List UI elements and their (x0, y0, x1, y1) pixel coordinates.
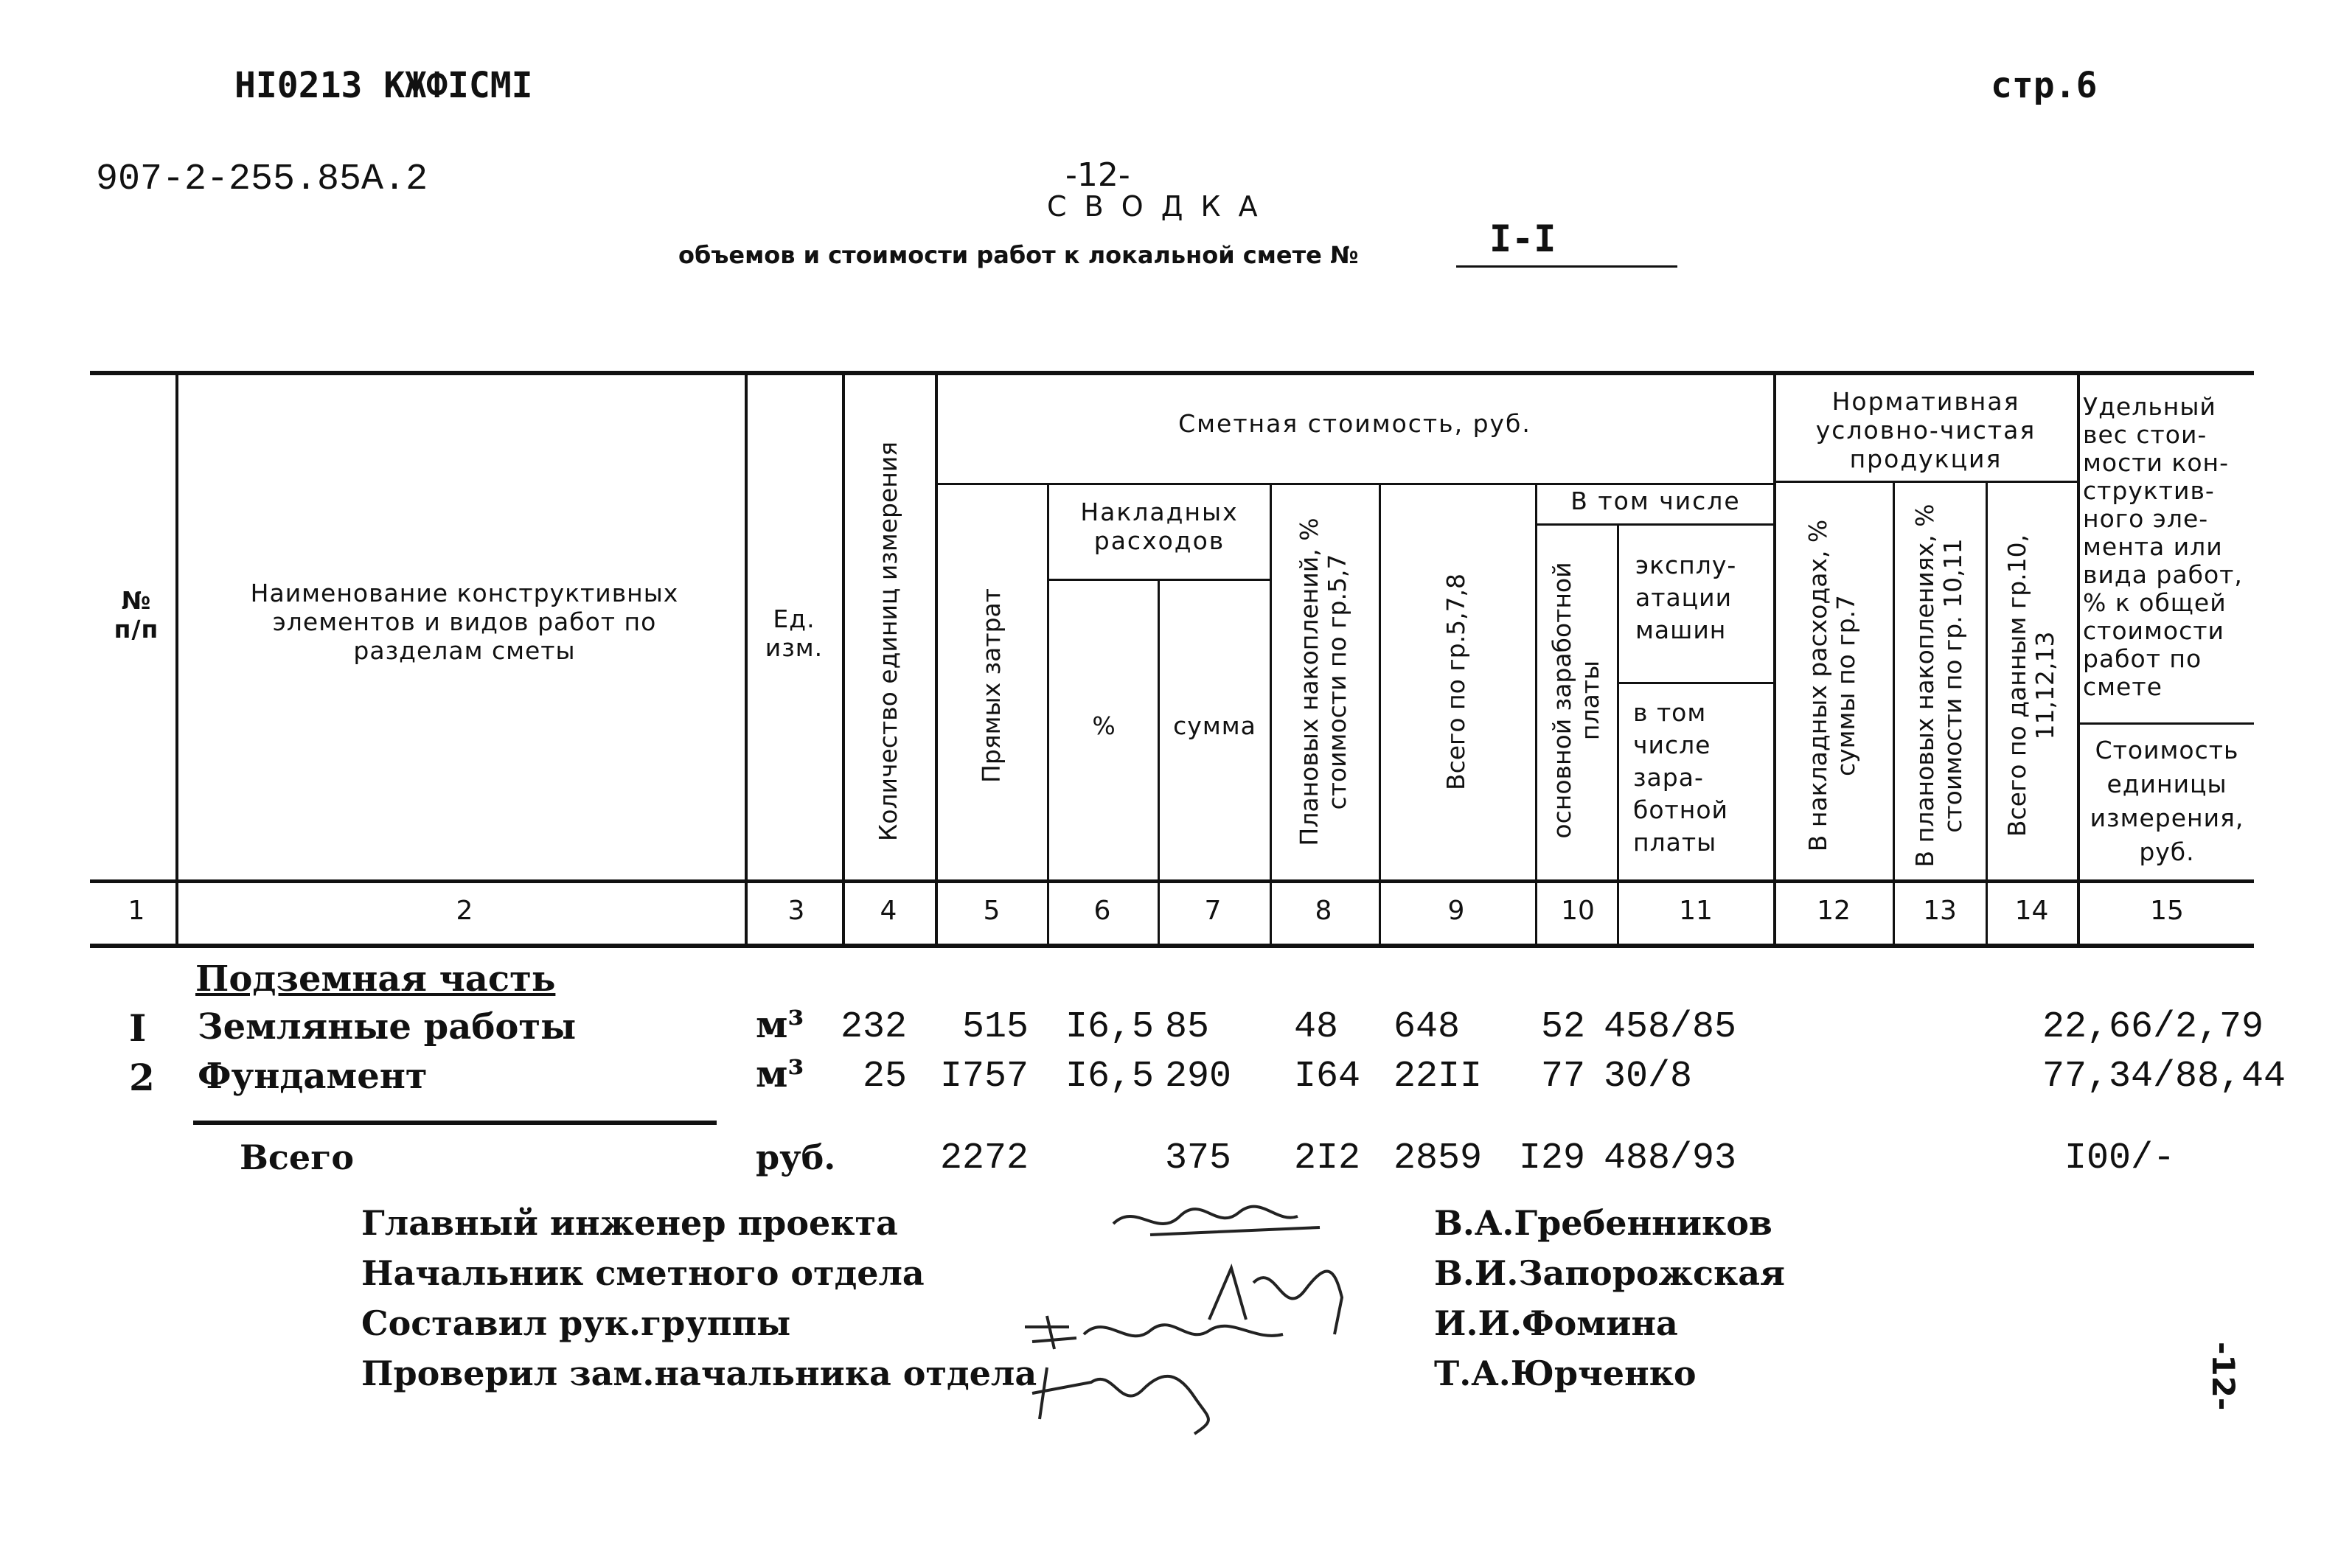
numbers-bottom-line (90, 944, 2254, 948)
table-row-unit: м³ (756, 1052, 804, 1095)
col-norm-overhead-header: В накладных расходах, % суммы по гр.7 (1803, 519, 1860, 852)
vline-6 (1158, 579, 1160, 948)
vline-10 (1617, 523, 1619, 948)
total-separator (193, 1121, 717, 1125)
table-top-border (90, 371, 2254, 375)
table-row-sum: 290 (1165, 1056, 1232, 1098)
table-row-share: 77,34/88,44 (2042, 1056, 2286, 1098)
signature-role: Проверил зам.начальника отдела (361, 1353, 1037, 1393)
total-wages: I29 (1519, 1137, 1586, 1180)
document-code: HI0213 КЖФIСМI (234, 65, 533, 106)
col-number: 4 (880, 896, 897, 926)
total-sum: 375 (1165, 1137, 1232, 1180)
col-norm-total-header: Всего по данным гр.10, 11,12,13 (2003, 534, 2059, 837)
col-number: 3 (787, 896, 805, 926)
col-num-header: № п/п (114, 586, 159, 644)
margin-page-mark: -12- (2205, 1342, 2241, 1411)
col-name-header: Наименование конструктивных элементов и видов работ по разделам сметы (250, 579, 679, 665)
col-norm-savings-header: В плановых накоплениях, % стоимости по гр. 10,11 (1910, 503, 1967, 868)
col-qty-header: Количество единиц измерения (874, 441, 902, 842)
col-machines-header: эксплу-атации машин (1635, 551, 1737, 644)
signature-role: Начальник сметного отдела (361, 1253, 925, 1293)
col-machines-wages-header: в том числе зара-ботной платы (1633, 698, 1728, 857)
col-plan-savings-header: Плановых накоплений, % стоимости по гр.5,7 (1295, 518, 1351, 846)
section-title: Подземная часть (195, 958, 556, 1000)
c15-split-line (2077, 722, 2254, 725)
estimate-number: I-I (1489, 217, 1556, 260)
col-number: 6 (1093, 896, 1111, 926)
table-row-name: Фундамент (198, 1056, 428, 1097)
page-mark: -12- (1065, 156, 1130, 194)
col-number: 9 (1447, 896, 1465, 926)
table-row-qty: 232 (841, 1006, 908, 1048)
vline-13 (1986, 481, 1988, 948)
col-number: 13 (1923, 896, 1957, 926)
table-row-number: I (129, 1006, 147, 1050)
overhead-group-header: Накладных расходов (1080, 498, 1239, 555)
col-number: 8 (1315, 896, 1332, 926)
total-total: 2859 (1394, 1137, 1483, 1180)
table-row-machines: 30/8 (1604, 1056, 1693, 1098)
total-unit: руб. (756, 1137, 836, 1177)
table-row-percent: I6,5 (1065, 1006, 1155, 1048)
vline-7 (1270, 483, 1272, 948)
page-subtitle: объемов и стоимости работ к локальной смете № (678, 241, 1359, 269)
header-bottom-line (90, 879, 2254, 883)
table-row-direct: I757 (940, 1056, 1029, 1098)
table-row-percent: I6,5 (1065, 1056, 1155, 1098)
col-base-wages-header: основной заработной платы (1548, 562, 1604, 839)
col-number: 5 (983, 896, 1001, 926)
table-row-qty: 25 (863, 1056, 908, 1098)
table-row-machines: 458/85 (1604, 1006, 1737, 1048)
col-number: 7 (1204, 896, 1222, 926)
table-row-wages: 77 (1541, 1056, 1586, 1098)
vline-3 (842, 371, 845, 948)
total-label: Всего (240, 1137, 355, 1177)
norm-group-line (1773, 481, 2077, 483)
col-number: 10 (1561, 896, 1595, 926)
col-total-header: Всего по гр.5,7,8 (1441, 573, 1470, 791)
signature-name: И.И.Фомина (1434, 1303, 1678, 1343)
col-unit-cost-header: Стоимость единицы измерения, руб. (2090, 736, 2244, 866)
table-row-unit: м³ (756, 1003, 804, 1046)
signature-name: В.А.Гребенников (1434, 1203, 1772, 1243)
total-savings: 2I2 (1294, 1137, 1361, 1180)
table-row-total: 648 (1394, 1006, 1461, 1048)
vline-2 (745, 371, 748, 948)
col-sum-header: сумма (1173, 711, 1256, 740)
doc-number: 907-2-255.85А.2 (96, 158, 428, 201)
signature-role: Составил рук.группы (361, 1303, 791, 1343)
table-row-name: Земляные работы (198, 1006, 577, 1048)
vline-11 (1773, 371, 1776, 948)
signature-role: Главный инженер проекта (361, 1203, 898, 1243)
page-number: стр.6 (1991, 65, 2098, 106)
table-row-savings: I64 (1294, 1056, 1361, 1098)
col-number: 12 (1817, 896, 1851, 926)
incl-group-line (1535, 523, 1773, 526)
norm-group-header: Нормативная условно-чистая продукция (1815, 387, 2036, 473)
table-row-sum: 85 (1165, 1006, 1210, 1048)
handwritten-signature-1 (1106, 1194, 1327, 1253)
col-number: 1 (128, 896, 145, 926)
handwritten-signature-4 (1025, 1353, 1246, 1441)
vline-9 (1535, 483, 1537, 948)
col-number: 11 (1679, 896, 1713, 926)
signature-name: В.И.Запорожская (1434, 1253, 1786, 1293)
vline-1 (175, 371, 178, 948)
total-share: I00/- (2064, 1137, 2176, 1180)
vline-5 (1047, 483, 1049, 948)
signature-name: Т.А.Юрченко (1434, 1353, 1697, 1393)
table-row-savings: 48 (1294, 1006, 1339, 1048)
table-row-number: 2 (129, 1056, 155, 1099)
total-machines: 488/93 (1604, 1137, 1737, 1180)
table-row-wages: 52 (1541, 1006, 1586, 1048)
incl-group-header: В том числе (1570, 487, 1741, 515)
col-percent-header: % (1092, 711, 1116, 740)
cost-group-line (935, 483, 1773, 485)
col-number: 15 (2150, 896, 2184, 926)
total-direct: 2272 (940, 1137, 1029, 1180)
vline-8 (1379, 483, 1381, 948)
page-title: С В О Д К А (1047, 190, 1262, 223)
vline-12 (1893, 481, 1895, 948)
table-row-share: 22,66/2,79 (2042, 1006, 2264, 1048)
cost-group-header: Сметная стоимость, руб. (1178, 409, 1531, 438)
vline-4 (935, 371, 938, 948)
col-number: 14 (2014, 896, 2049, 926)
col-unit-header: Ед. изм. (765, 604, 824, 662)
col-share-header: Удельный вес стои-мости кон-структив-ного эле-мента или вида работ, % к общей стоимости работ по смете (2083, 392, 2243, 701)
col-number: 2 (456, 896, 473, 926)
table-row-direct: 515 (962, 1006, 1029, 1048)
vline-14 (2077, 371, 2080, 948)
machines-split-line (1617, 682, 1773, 684)
col-direct-header: Прямых затрат (977, 588, 1006, 783)
table-row-total: 22II (1394, 1056, 1483, 1098)
